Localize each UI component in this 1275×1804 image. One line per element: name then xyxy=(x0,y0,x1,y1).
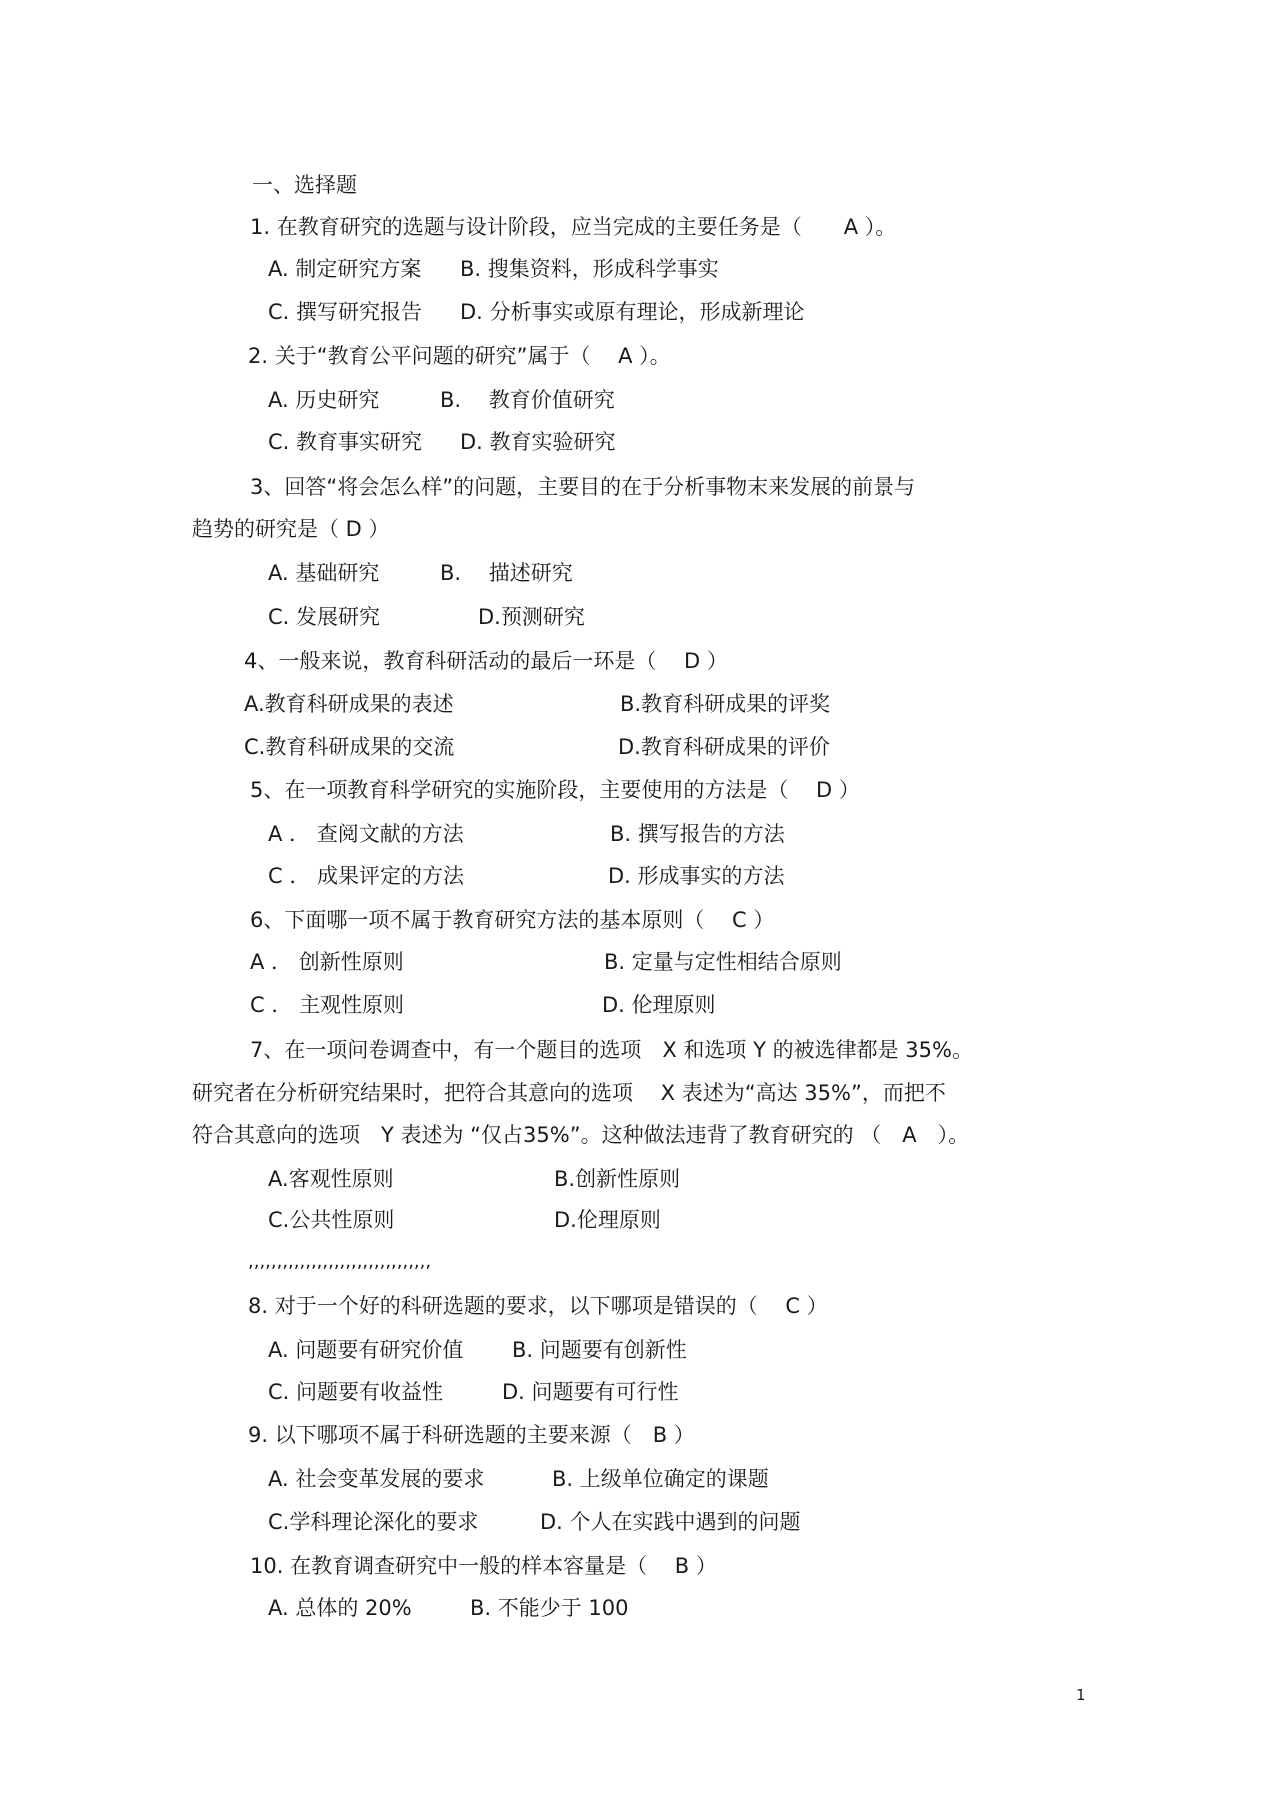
question-10-stem: 10. 在教育调查研究中一般的样本容量是（ B ） xyxy=(250,1554,717,1578)
question-9-option-a: A. 社会变革发展的要求 xyxy=(268,1467,485,1491)
question-4-stem: 4、一般来说，教育科研活动的最后一环是（ D ） xyxy=(244,649,728,673)
question-1-option-b: B. 搜集资料，形成科学事实 xyxy=(460,257,719,281)
question-5-option-a: A ． 查阅文献的方法 xyxy=(268,822,464,846)
question-3-option-c: C. 发展研究 xyxy=(268,605,381,629)
question-8-stem: 8. 对于一个好的科研选题的要求，以下哪项是错误的（ C ） xyxy=(248,1294,828,1318)
question-5-stem: 5、在一项教育科学研究的实施阶段，主要使用的方法是（ D ） xyxy=(250,778,860,802)
section-title: 一、选择题 xyxy=(252,173,357,197)
question-2-option-d: D. 教育实验研究 xyxy=(460,430,616,454)
question-5-option-b: B. 撰写报告的方法 xyxy=(610,822,785,846)
question-4-option-c: C.教育科研成果的交流 xyxy=(244,735,455,759)
question-7-option-c: C.公共性原则 xyxy=(268,1208,395,1232)
question-9-option-b: B. 上级单位确定的课题 xyxy=(552,1467,769,1491)
question-6-stem: 6、下面哪一项不属于教育研究方法的基本原则（ C ） xyxy=(250,908,775,932)
question-8-option-d: D. 问题要有可行性 xyxy=(502,1380,679,1404)
question-7-option-b: B.创新性原则 xyxy=(554,1167,681,1191)
question-7-stem-continued-2: 符合其意向的选项 Y 表述为 “仅占35%”。这种做法违背了教育研究的 （ A ）。 xyxy=(192,1123,970,1147)
question-7-stem: 7、在一项问卷调查中，有一个题目的选项 X 和选项 Y 的被选律都是 35%。 xyxy=(250,1038,973,1062)
question-8-option-c: C. 问题要有收益性 xyxy=(268,1380,444,1404)
question-2-option-c: C. 教育事实研究 xyxy=(268,430,423,454)
question-8-option-b: B. 问题要有创新性 xyxy=(512,1338,687,1362)
question-8-option-a: A. 问题要有研究价值 xyxy=(268,1338,464,1362)
question-10-option-a: A. 总体的 20% xyxy=(268,1596,412,1620)
question-1-option-d: D. 分析事实或原有理论，形成新理论 xyxy=(460,300,805,324)
question-3-option-d: D.预测研究 xyxy=(478,605,585,629)
question-4-option-d: D.教育科研成果的评价 xyxy=(618,735,830,759)
question-7-stem-continued: 研究者在分析研究结果时，把符合其意向的选项 X 表述为“高达 35%”，而把不 xyxy=(192,1081,946,1105)
page-number: 1 xyxy=(1076,1686,1086,1704)
question-6-option-a: A ． 创新性原则 xyxy=(250,950,404,974)
question-4-option-b: B.教育科研成果的评奖 xyxy=(620,692,831,716)
question-1-option-a: A. 制定研究方案 xyxy=(268,257,422,281)
question-6-option-c: C ． 主观性原则 xyxy=(250,993,405,1017)
question-6-option-b: B. 定量与定性相结合原则 xyxy=(604,950,842,974)
question-1-stem: 1. 在教育研究的选题与设计阶段，应当完成的主要任务是（ A ）。 xyxy=(250,215,897,239)
question-7-option-d: D.伦理原则 xyxy=(554,1208,661,1232)
question-3-option-b: B. 描述研究 xyxy=(440,561,573,585)
question-3-stem-continued: 趋势的研究是（ D ） xyxy=(192,517,390,541)
question-10-option-b: B. 不能少于 100 xyxy=(470,1596,629,1620)
question-7-option-a: A.客观性原则 xyxy=(268,1167,394,1191)
comma-separator: ,,,,,,,,,,,,,,,,,,,,,,,,,,,,,,,, xyxy=(248,1251,432,1272)
question-3-stem: 3、回答“将会怎么样”的问题，主要目的在于分析事物末来发展的前景与 xyxy=(250,475,916,499)
question-4-option-a: A.教育科研成果的表述 xyxy=(244,692,454,716)
question-9-option-c: C.学科理论深化的要求 xyxy=(268,1510,479,1534)
question-9-stem: 9. 以下哪项不属于科研选题的主要来源（ B ） xyxy=(248,1423,695,1447)
question-2-option-a: A. 历史研究 xyxy=(268,388,380,412)
question-5-option-d: D. 形成事实的方法 xyxy=(608,864,785,888)
question-9-option-d: D. 个人在实践中遇到的问题 xyxy=(540,1510,801,1534)
question-6-option-d: D. 伦理原则 xyxy=(602,993,716,1017)
question-3-option-a: A. 基础研究 xyxy=(268,561,380,585)
question-5-option-c: C ． 成果评定的方法 xyxy=(268,864,465,888)
question-1-option-c: C. 撰写研究报告 xyxy=(268,300,423,324)
question-2-stem: 2. 关于“教育公平问题的研究”属于（ A ）。 xyxy=(248,344,671,368)
question-2-option-b: B. 教育价值研究 xyxy=(440,388,615,412)
